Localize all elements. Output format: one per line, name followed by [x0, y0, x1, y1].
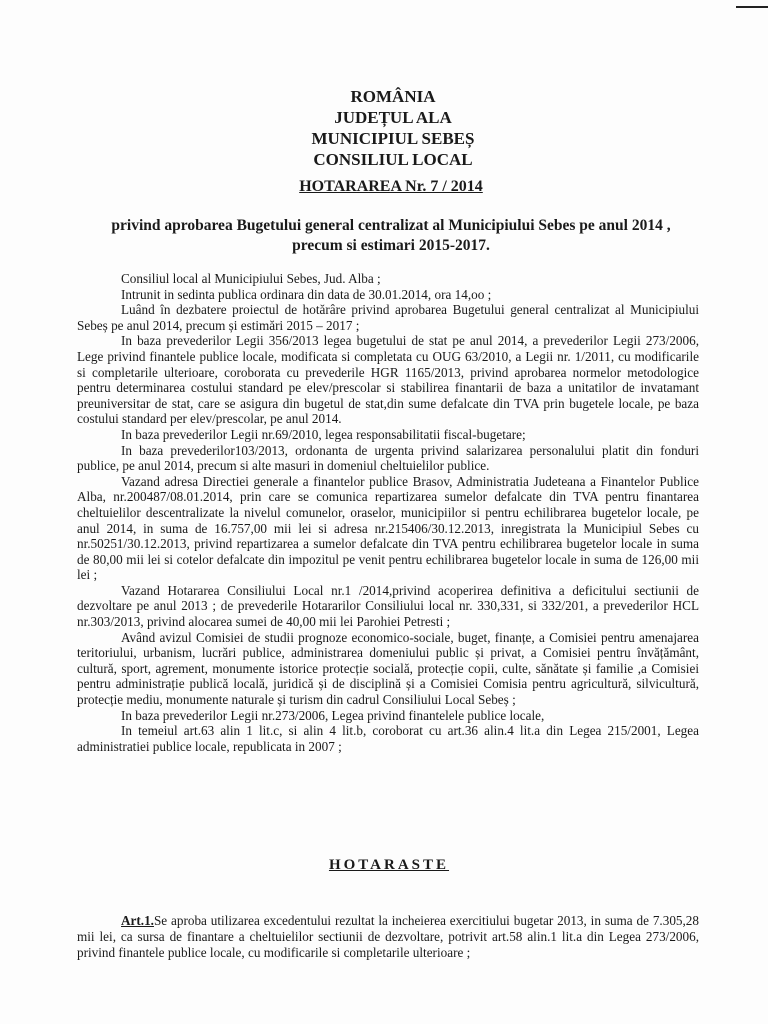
decision-subject: privind aprobarea Bugetului general centralizat al Municipiului Sebes pe anul 2014 , precum si estimari 2015-2017. — [111, 217, 671, 254]
paragraph: In temeiul art.63 alin 1 lit.c, si alin 4 lit.b, coroborat cu art.36 alin.4 lit.a din Legea 215/2001, Legea administratiei publice locale, republicata in 2007 ; — [77, 723, 699, 754]
paragraph: Vazand Hotararea Consiliului Local nr.1 /2014,privind acoperirea definitiva a deficitului sectiunii de dezvoltare pe anul 2013 ; de prevederile Hotararilor Consiliului local nr. 330,331, si 332/201, a prevederilor HCL nr.303/2013, privind alocarea sumei de 40,00 mii lei Parohiei Petresti ; — [77, 582, 699, 630]
paragraph: In baza prevederilor Legii 356/2013 legea bugetului de stat pe anul 2014, a prevederilor Legii 273/2006, Lege privind finantele publice locale, modificata si completata cu OUG 63/2010, a Legii nr. 1/2011, cu modificarile si completarile ulterioare, coroborata cu prevederile HGR 1165/2013, privind aprobarea normelor metodologice pentru determinarea costului standard pe elev/prescolar si stabilirea finantarii de baza a unitatilor de invatamant preuniversitar de stat, care se asigura din bugetul de stat,din sume defalcate din TVA prin bugetele locale, pe baza costului standard per elev/prescolar, pe anul 2014. — [77, 333, 699, 427]
paragraph: Intrunit in sedinta publica ordinara din data de 30.01.2014, ora 14,oo ; — [121, 286, 492, 302]
letterhead — [0, 86, 768, 170]
header-country: ROMÂNIA — [350, 87, 436, 106]
preamble — [77, 271, 699, 754]
paragraph: Luând în dezbatere proiectul de hotărâre privind aprobarea Bugetului general centralizat al Municipiului Sebeș pe anul 2014, precum și estimări 2015 – 2017 ; — [77, 302, 699, 333]
paragraph: In baza prevederilor Legii nr.69/2010, legea responsabilitatii fiscal-bugetare; — [121, 426, 526, 442]
article-1-text: Se aproba utilizarea excedentului rezultat la incheierea exercitiului bugetar 2013, in suma de 7.305,28 mii lei, ca sursa de finantare a cheltuielilor sectiunii de dezvoltare, potrivit art.58 alin.1 lit.a din Legea 273/2006, privind finantele publice locale, cu modificarile si completarile ulterioare ; — [77, 913, 699, 960]
corner-mark — [736, 6, 768, 8]
paragraph: Consiliul local al Municipiului Sebes, Jud. Alba ; — [121, 271, 381, 286]
paragraph: Având avizul Comisiei de studii prognoze economico-sociale, buget, finanțe, a Comisiei pentru amenajarea teritoriului, urbanism, lucrări publice, administrarea domeniului public și privat, a Comisiei pentru învățământ, cultură, sport, agrement, monumente istorice protecție socială, protecție copii, culte, sănătate și familie ,a Comisiei pentru administrație publică locală, juridică și de disciplină și a Comisiei Comisia pentru agricultură, silvicultură, protecție mediu, monumente naturale și turism din cadrul Consiliului Local Sebeș ; — [77, 629, 699, 708]
paragraph: In baza prevederilor Legii nr.273/2006, Legea privind finantelele publice locale, — [121, 707, 545, 723]
header-municipality: MUNICIPIUL SEBEȘ — [311, 129, 475, 148]
article-1-paragraph — [77, 913, 699, 961]
article-1-label: Art.1. — [121, 913, 154, 928]
hotaraste-heading: HOTARASTE — [328, 857, 450, 873]
header-council: CONSILIUL LOCAL — [313, 150, 473, 169]
article-1 — [77, 913, 699, 961]
decision-title: HOTARAREA Nr. 7 / 2014 — [299, 178, 483, 195]
paragraph: Vazand adresa Directiei generale a finantelor publice Brasov, Administratia Judeteana a Finantelor Publice Alba, nr.200487/08.01.2014, prin care se comunica repartizarea sumelor defalcate din TVA pentru finantarea cheltuielilor descentralizate la nivelul comunelor, oraselor, municipiilor si pentru echilibrarea bugetelor locale, pe anul 2014, in suma de 16.757,00 mii lei si adresa nr.215406/30.12.2013, inregistrata la Municipiul Sebes cu nr.50251/30.12.2013, privind repartizarea a sumelor defalcate din TVA pentru echilibrarea bugetelor locale in suma de 80,00 mii lei si cotelor defalcate din impozitul pe venit pentru echilibrarea bugetelor locale in suma de 126,00 mii lei ; — [77, 473, 699, 583]
paragraph: In baza prevederilor103/2013, ordonanta de urgenta privind salarizarea personalului platit din fonduri publice, pe anul 2014, precum si alte masuri in domeniul cheltuielilor publice. — [77, 442, 699, 474]
header-county: JUDEȚUL ALA — [334, 108, 452, 127]
